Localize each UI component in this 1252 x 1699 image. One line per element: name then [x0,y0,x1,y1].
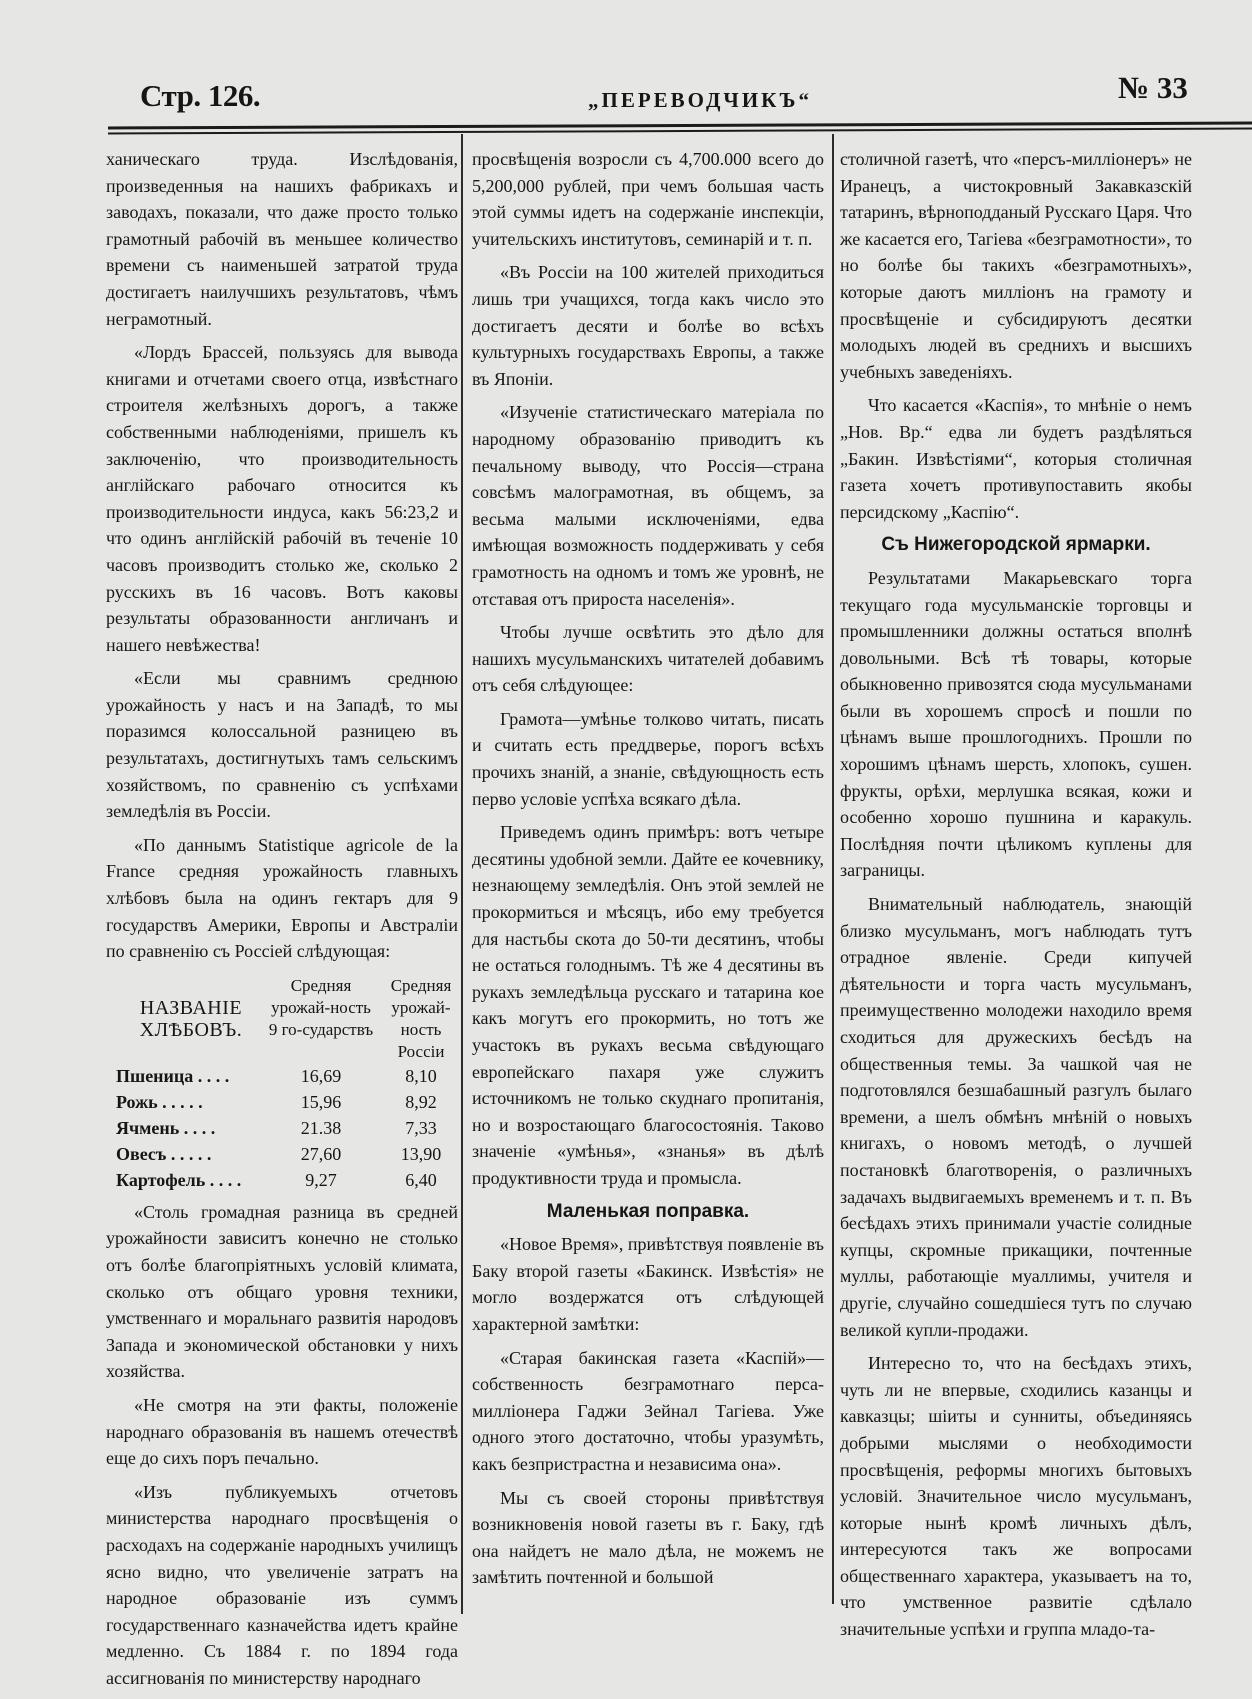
paragraph: Грамота—умѣнье толково читать, писать и считать есть преддверье, порогъ всѣхъ прочихъ знаній, а знаніе, свѣдующность есть перво условіе успѣха всякаго дѣла. [472,708,824,809]
table-cell-crop: Ячмень . . . . [116,1117,216,1138]
paragraph: «Старая бакинская газета «Каспій»—собственность безграмотнаго перса-милліонера Гаджи Зейнал Тагіева. Уже одного этого достаточно, чтобы уразумѣть, какъ безпристрастна и независима она». [472,1347,824,1474]
paragraph: «Столь громадная разница въ средней урожайности зависитъ конечно не столько отъ болѣе благопріятныхъ условій климата, сколько отъ общаго уровня техники, умственнаго и моральнаго развитія народовъ Запада и экономической обстановки у нихъ хозяйства. [106,1201,458,1382]
paragraph: «Лордъ Брассей, пользуясь для вывода книгами и отчетами своего отца, извѣстнаго строителя желѣзныхъ дорогъ, а также собственными наблюденіями, пришелъ къ заключенію, что производительность англійскаго рабочаго относится къ производительности индуса, какъ 56:23,2 и что одинъ англійскій рабочій въ теченіе 10 часовъ производитъ столько же, сколько 2 русскихъ въ 16 часовъ. Вотъ каковы результаты образованности англичанъ и нашего невѣжества! [106,342,458,655]
section-heading: Маленькая поправка. [546,1200,750,1222]
table-cell-russia-yield: 8,10 [405,1065,437,1086]
paragraph: «Если мы сравнимъ среднюю урожайность у насъ и на Западѣ, то мы поразимся колоссальной разницею въ результатахъ, достигнутыхъ тамъ сельскимъ хозяйствомъ, по сравненію съ успѣхами земледѣлія въ Россіи. [106,668,458,822]
table-header: Средняя урожай-ность 9 го-сударствъ [268,975,374,1039]
table-cell-world-yield: 16,69 [300,1065,342,1086]
table-cell-world-yield: 21.38 [300,1117,342,1138]
paragraph: Мы съ своей стороны привѣтствуя возникновенія новой газеты въ г. Баку, гдѣ она найдетъ не мало дѣла, не можемъ не замѣтить почтенной и большой [472,1487,824,1588]
table-cell-world-yield: 27,60 [300,1143,342,1164]
newspaper-title: „ПЕРЕВОДЧИКЪ“ [588,88,812,112]
paragraph: Приведемъ одинъ примѣръ: вотъ четыре десятины удобной земли. Дайте ее кочевнику, незнающему земледѣлія. Онъ этой землей не прокормиться и мѣсяцъ, ибо ему требуется для настьбы скота до 50-ти десятинъ, чтобы не остаться голоднымъ. Тѣ же 4 десятины въ рукахъ земледѣльца русскаго и татарина кое какъ могутъ его прокормить, но тотъ же участокъ въ рукахъ весьма свѣдующаго европейскаго пахаря уже служитъ источникомъ не только скуднаго пропитанія, но и возростающаго благосостоянія. Таково значеніе «умѣнья», «знанья» въ дѣлѣ продуктивности труда и промысла. [472,822,824,1188]
paragraph: Результатами Макарьевскаго торга текущаго года мусульманскіе торговцы и промышленники должны остаться вполнѣ довольными. Всѣ тѣ товары, которые обыкновенно привозятся сюда мусульманами были въ хорошемъ спросѣ и пошли по цѣнамъ выше прошлогоднихъ. Прошли по хорошимъ цѣнамъ шерсть, хлопокъ, сушен. фрукты, орѣхи, мерлушка всякая, кожи и особенно хорошо пушнина и каракуль. Послѣдняя почти цѣликомъ куплены для заграницы. [840,567,1192,881]
column-1 [106,146,458,1699]
paragraph: столичной газетѣ, что «персъ-милліонеръ» не Иранецъ, а чистокровный Закавказскій татаринъ, вѣрноподданый Русскаго Царя. Что же касается его, Тагіева «безграмотности», то но болѣе бы такихъ «безграмотныхъ», которые даютъ милліонъ на грамоту и просвѣщеніе и субсидируютъ десятки молодыхъ людей въ среднихъ и высшихъ учебныхъ заведеніяхъ. [840,149,1192,382]
paragraph: «Изъ публикуемыхъ отчетовъ министерства народнаго просвѣщенія о расходахъ на содержаніе народныхъ училищъ ясно видно, что увеличеніе затратъ на народное образованіе изъ суммъ государственнаго казначейства идетъ крайне медленно. Съ 1884 г. по 1894 года ассигнованія по министерству народнаго [106,1481,458,1688]
paragraph: «Изученіе статистическаго матеріала по народному образованію приводитъ къ печальному выводу, что Россія—страна совсѣмъ малограмотная, въ общемъ, за весьма малыми исключеніями, едва имѣющая возможность поддерживать у себя грамотность на одномъ и томъ же уровнѣ, не отставая отъ прироста населенія». [472,402,824,609]
table-header: НАЗВАНІЕ ХЛѢБОВЪ. [139,996,243,1041]
column-divider [832,134,834,1604]
page-number: Стр. 126. [140,78,261,113]
yield-table [116,975,458,1193]
paragraph: ханическаго труда. Изслѣдованія, произведенныя на нашихъ фабрикахъ и заводахъ, показали, что даже просто только грамотный рабочій въ меньшее количество времени съ наименьшей затратой труда достигаетъ наилучшихъ результатовъ, чѣмъ неграмотный. [106,149,458,329]
paragraph: «По даннымъ Statistique agricole de la France средняя урожайность главныхъ хлѣбовъ была на одинъ гектаръ для 9 государствъ Америки, Европы и Австраліи по сравненію съ Россіей слѣдующая: [106,834,458,962]
column-3 [840,146,1192,1650]
paragraph: «Не смотря на эти факты, положеніе народнаго образованія въ нашемъ отечествѣ еще до сихъ поръ печально. [106,1394,458,1469]
table-cell-crop: Рожь . . . . . [116,1091,203,1112]
issue-number: № 33 [1118,70,1188,105]
section-heading: Съ Нижегородской ярмарки. [881,534,1151,556]
paragraph: Интересно то, что на бесѣдахъ этихъ, чуть ли не впервые, сходились казанцы и кавказцы; шіиты и сунниты, объединяясь добрыми мыслями о необходимости просвѣщенія, реформы многихъ бытовыхъ условій. Значительное число мусульманъ, которые нынѣ кромѣ личныхъ дѣлъ, интересуются такъ же вопросами общественнаго характера, указываетъ на то, что умственное развитіе сдѣлало значительные успѣхи и группа младо-та- [840,1353,1192,1640]
table-cell-crop: Овесъ . . . . . [116,1143,212,1164]
paragraph: Внимательный наблюдатель, знающій близко мусульманъ, могъ наблюдать тутъ отрадное явленіе. Среди кипучей дѣятельности и торга часть мусульманъ, преимущественно молодежи находило время сходиться для дружескихъ бесѣдъ на общественныя темы. За чашкой чая не подготовлялся безшабашный разгулъ былаго времени, а шелъ обмѣнъ мнѣній о новыхъ книгахъ, о новомъ методѣ, о лучшей постановкѣ благотворенія, о различныхъ задачахъ выдвигаемыхъ временемъ и т. п. Въ бесѣдахъ этихъ принимали участіе солидные купцы, скромные прикащики, почтенные муллы, работающіе муаллимы, учителя и другіе, случайно сошедшіеся тутъ по случаю великой купли-продажи. [840,894,1192,1340]
paragraph: «Въ Россіи на 100 жителей приходиться лишь три учащихся, тогда какъ число это достигаетъ десяти и болѣе во всѣхъ культурныхъ государствахъ Европы, а также въ Японіи. [472,262,824,389]
paragraph: «Новое Время», привѣтствуя появленіе въ Баку второй газеты «Бакинск. Извѣстія» не могло воздержатся отъ слѣдующей характерной замѣтки: [472,1234,824,1334]
table-cell-russia-yield: 13,90 [400,1143,442,1164]
table-cell-russia-yield: 7,33 [405,1117,437,1138]
column-divider [461,134,463,1614]
paragraph: Чтобы лучше освѣтить это дѣло для нашихъ мусульманскихъ читателей добавимъ отъ себя слѣдующее: [472,622,824,696]
table-cell-world-yield: 9,27 [305,1169,337,1190]
table-cell-world-yield: 15,96 [300,1091,342,1112]
column-2 [472,146,824,1598]
paragraph: просвѣщенія возросли съ 4,700.000 всего до 5,200,000 рублей, при чемъ большая часть этой суммы идетъ на содержаніе инспекціи, учительскихъ институтовъ, семинарій и т. п. [472,149,824,249]
table-cell-russia-yield: 6,40 [405,1169,437,1190]
table-cell-crop: Пшеница . . . . [116,1065,230,1086]
table-header: Средняя урожай-ность Россіи [390,975,452,1061]
table-cell-crop: Картофель . . . . [116,1169,242,1190]
table-cell-russia-yield: 8,92 [405,1091,437,1112]
paragraph: Что касается «Каспія», то мнѣніе о немъ „Нов. Вр.“ едва ли будетъ раздѣляться „Бакин. Извѣстіями“, которыя столичная газета хочетъ противупоставить якобы персидскому „Каспію“. [840,395,1192,522]
